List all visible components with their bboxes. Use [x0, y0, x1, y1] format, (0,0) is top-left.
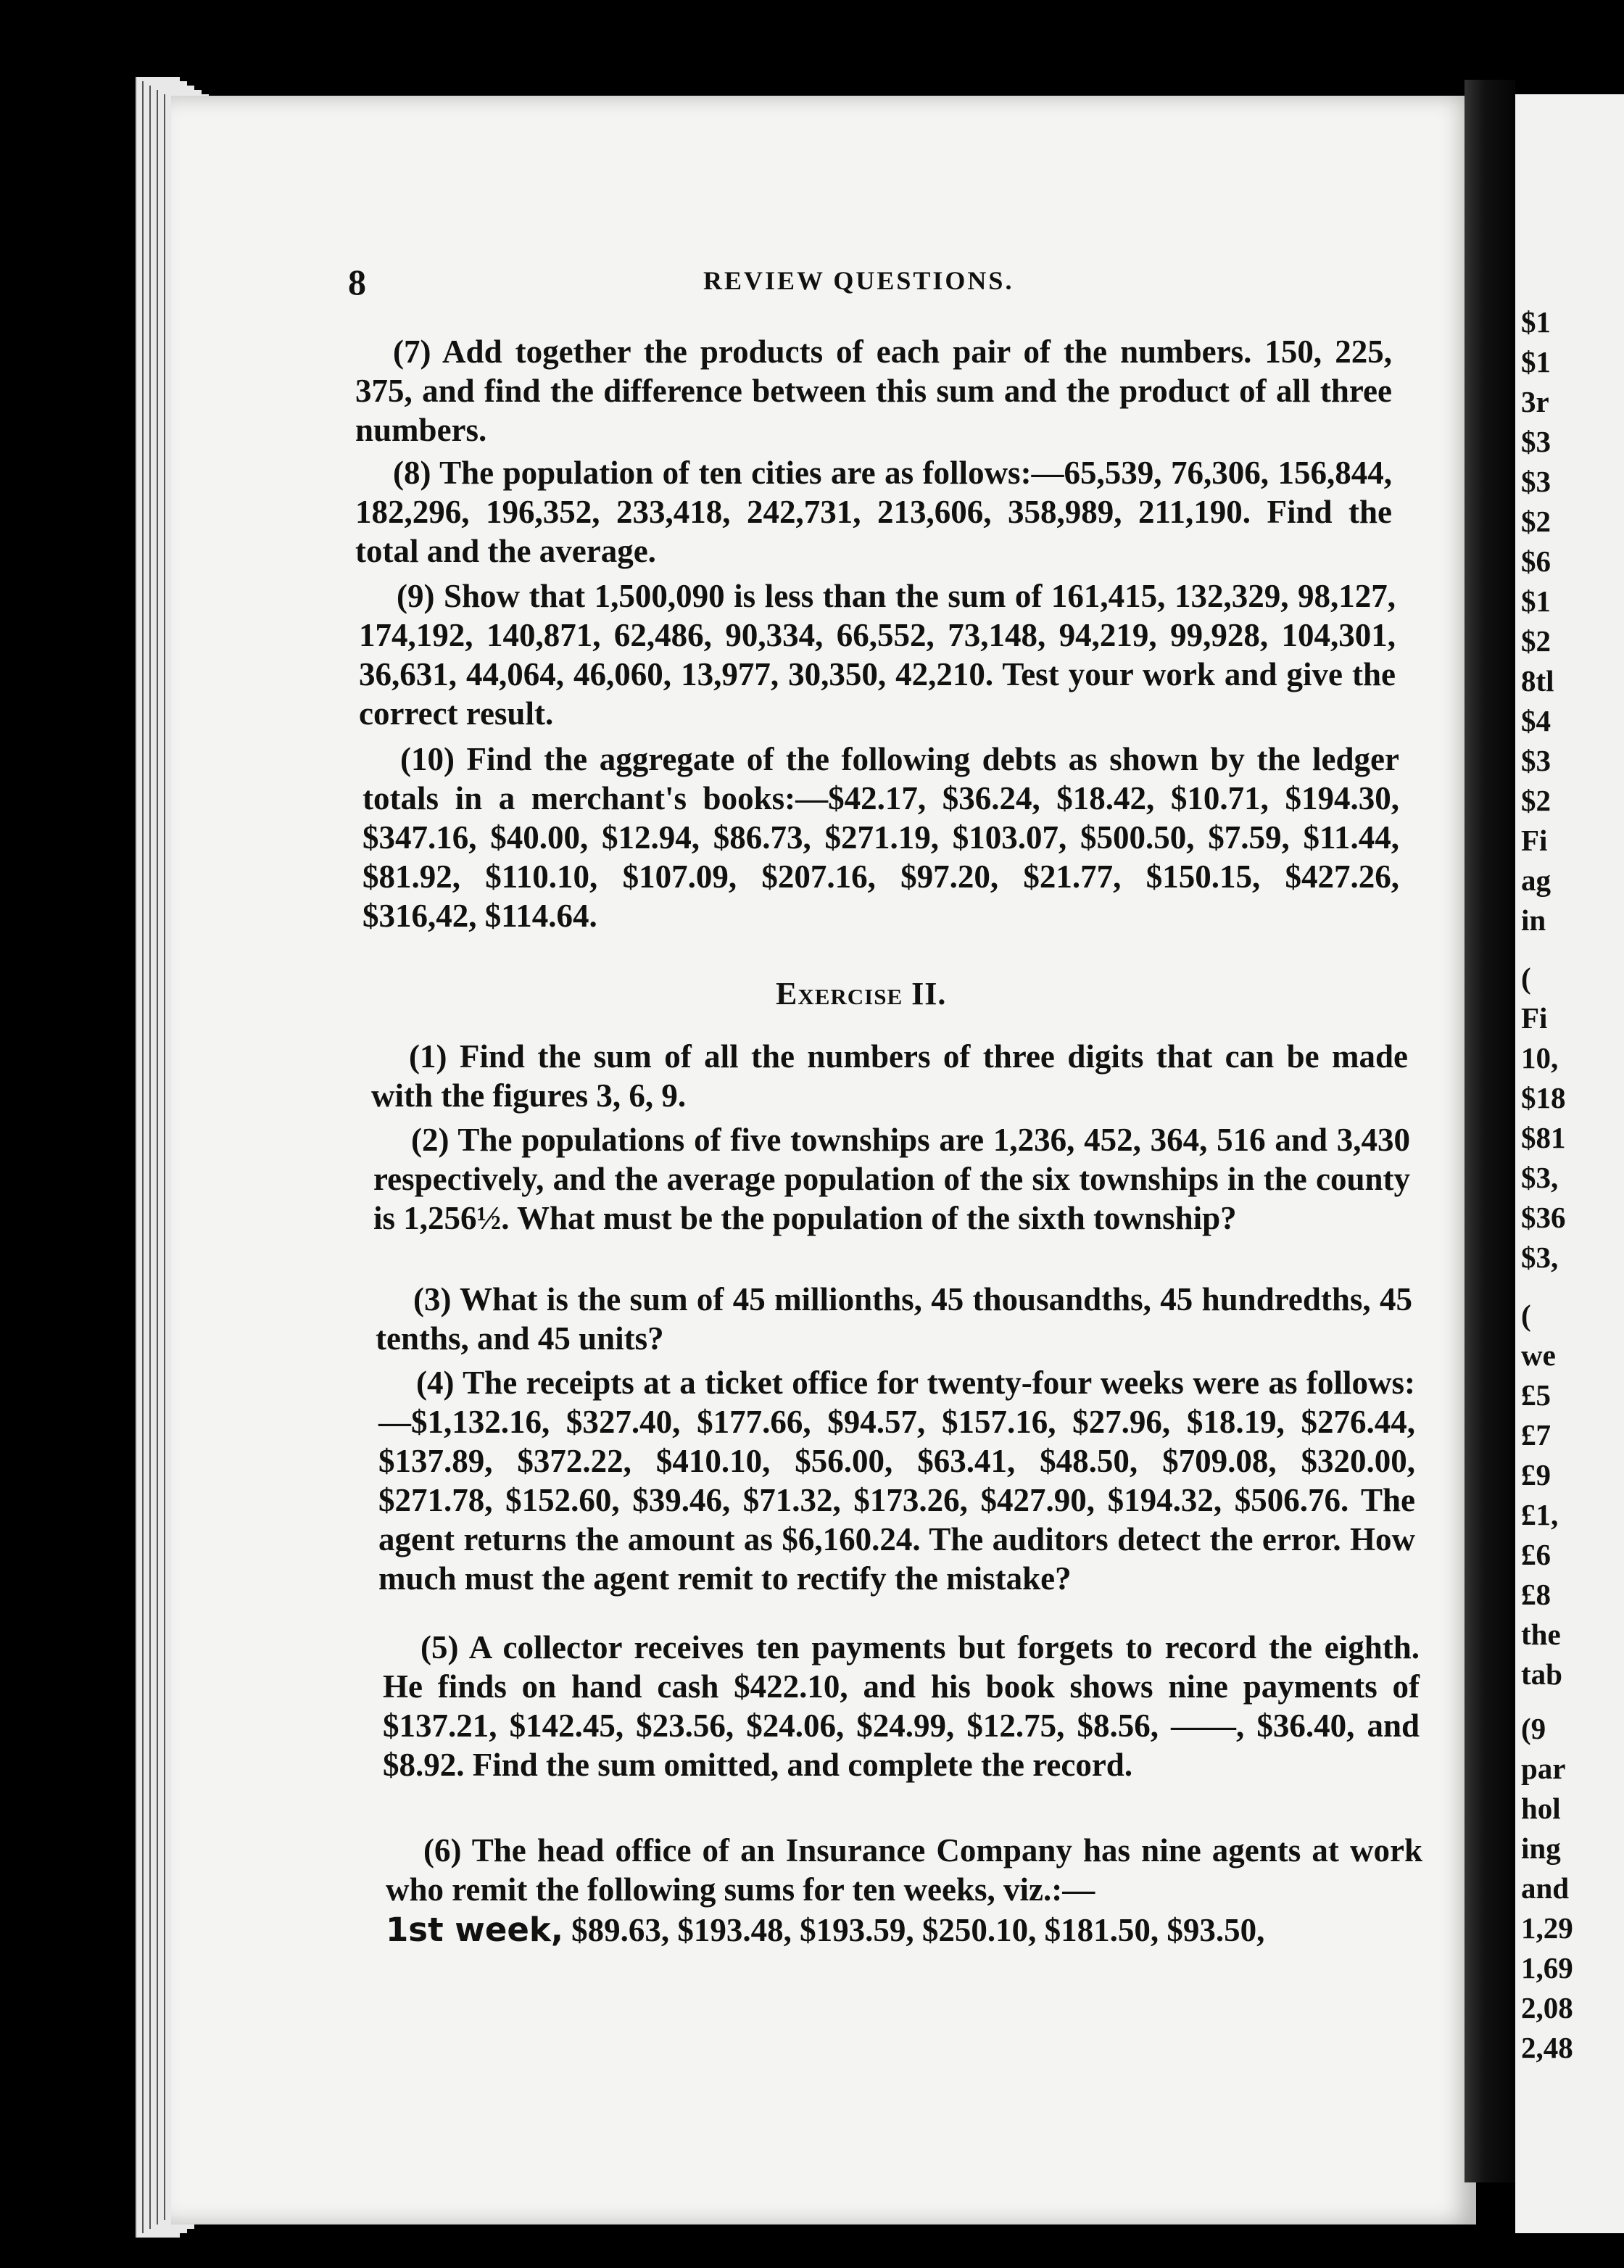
facing-page-fragment: 3r	[1521, 385, 1549, 418]
facing-page-fragment: $36	[1521, 1201, 1566, 1234]
facing-page-fragment: £5	[1521, 1378, 1551, 1412]
facing-page-fragment: hol	[1521, 1792, 1561, 1825]
facing-page-fragment: ag	[1521, 864, 1551, 897]
facing-page-fragment: $2	[1521, 784, 1551, 817]
facing-page	[1515, 94, 1624, 2233]
question-10: (10) Find the aggregate of the following debts as shown by the ledger totals in a merchant's books:—$42.17, $36.24, $18.42, $10.71, $194.30, $347.16, $40.00, $12.94, $86.73, $271.19, $103.07, $500.50, $7.59, $11.44, $81.92, $110.10, $107.09, $207.16, $97.20, $21.77, $150.15, $427.26, $316,42, $114.64.	[362, 741, 1399, 934]
facing-page-fragment: (9	[1521, 1712, 1546, 1745]
facing-page-fragment: $3	[1521, 744, 1551, 777]
exercise2-question-6: (6) The head office of an Insurance Company has nine agents at work who remit the following sums for ten weeks, viz.:—	[386, 1832, 1422, 1908]
week-values: $89.63, $193.48, $193.59, $250.10, $181.50, $93.50,	[571, 1912, 1265, 1948]
exercise2-question-3: (3) What is the sum of 45 millionths, 45 thousandths, 45 hundredths, 45 tenths, and 45 units?	[376, 1281, 1412, 1357]
facing-page-fragment: 10,	[1521, 1041, 1559, 1075]
facing-page-fragment: £7	[1521, 1418, 1551, 1452]
facing-page-fragment: $3,	[1521, 1161, 1559, 1194]
facing-page-fragment: ing	[1521, 1832, 1561, 1865]
facing-page-fragment: par	[1521, 1752, 1566, 1785]
facing-page-fragment: £9	[1521, 1458, 1551, 1491]
facing-page-fragment: we	[1521, 1338, 1556, 1372]
facing-page-fragment: 1,29	[1521, 1911, 1573, 1945]
facing-page-fragment: $2	[1521, 505, 1551, 538]
facing-page-fragment: 8tl	[1521, 664, 1554, 698]
facing-page-fragment: $6	[1521, 545, 1551, 578]
exercise2-question-2: (2) The populations of five townships are 1,236, 452, 364, 516 and 3,430 respectively, and the average population of the six townships in the county is 1,256½. What must be the population of the sixth township?	[373, 1122, 1410, 1236]
question-9: (9) Show that 1,500,090 is less than the sum of 161,415, 132,329, 98,127, 174,192, 140,871, 62,486, 90,334, 66,552, 73,148, 94,219, 99,928, 104,301, 36,631, 44,064, 46,060, 13,977, 30,350, 42,210. Test your work and give the correct result.	[359, 578, 1396, 732]
facing-page-fragment: $81	[1521, 1121, 1566, 1154]
week-label: 1st week,	[386, 1911, 563, 1949]
facing-page-fragment: 1,69	[1521, 1951, 1573, 1984]
facing-page-fragment: $2	[1521, 624, 1551, 658]
exercise2-question-5: (5) A collector receives ten payments but forgets to record the eighth. He finds on hand cash $422.10, and his book shows nine payments of $137.21, $142.45, $23.56, $24.06, $24.99, $12.75, $8.56, ——, $36.40, and $8.92. Find the sum omitted, and complete the record.	[383, 1629, 1420, 1783]
facing-page-fragment: £8	[1521, 1578, 1551, 1611]
facing-page-fragment: $4	[1521, 704, 1551, 737]
facing-page-fragment: (	[1521, 1299, 1531, 1332]
book-spine	[1464, 80, 1515, 2182]
facing-page-fragment: $3,	[1521, 1241, 1559, 1274]
facing-page-fragment: Fi	[1521, 824, 1548, 857]
facing-page-fragment: tab	[1521, 1657, 1562, 1691]
exercise2-question-1: (1) Find the sum of all the numbers of three digits that can be made with the figures 3, 6, 9.	[371, 1038, 1408, 1114]
facing-page-fragment: £6	[1521, 1538, 1551, 1571]
facing-page-fragment: Fi	[1521, 1001, 1548, 1035]
question-7: (7) Add together the products of each pair of the numbers. 150, 225, 375, and find the difference between this sum and the product of all three numbers.	[355, 334, 1392, 448]
facing-page-fragment: $3	[1521, 465, 1551, 498]
page-number: 8	[348, 262, 366, 302]
question-6-first-week	[386, 1911, 1422, 1950]
facing-page-fragment: $1	[1521, 345, 1551, 378]
exercise-title: Exercise II.	[776, 976, 947, 1011]
running-head: REVIEW QUESTIONS.	[703, 266, 1014, 295]
facing-page-fragment: the	[1521, 1618, 1561, 1651]
question-8: (8) The population of ten cities are as follows:—65,539, 76,306, 156,844, 182,296, 196,352, 233,418, 242,731, 213,606, 358,989, 211,190. Find the total and the average.	[355, 455, 1392, 569]
facing-page-fragment: in	[1521, 903, 1546, 937]
facing-page-fragment: 2,08	[1521, 1991, 1573, 2024]
facing-page-fragment: $3	[1521, 425, 1551, 458]
facing-page-fragment: and	[1521, 1871, 1570, 1905]
facing-page-fragment: (	[1521, 961, 1531, 995]
facing-page-fragment: £1,	[1521, 1498, 1559, 1531]
facing-page-fragment: $18	[1521, 1081, 1566, 1114]
facing-page-fragment: $1	[1521, 305, 1551, 339]
exercise2-question-4: (4) The receipts at a ticket office for twenty-four weeks were as follows:—$1,132.16, $327.40, $177.66, $94.57, $157.16, $27.96, $18.19, $276.44, $137.89, $372.22, $410.10, $56.00, $63.41, $48.50, $709.08, $320.00, $271.78, $152.60, $39.46, $71.32, $173.26, $427.90, $194.32, $506.76. The agent returns the amount as $6,160.24. The auditors detect the error. How much must the agent remit to rectify the mistake?	[378, 1365, 1415, 1597]
facing-page-fragment: 2,48	[1521, 2031, 1573, 2064]
facing-page-fragment: $1	[1521, 584, 1551, 618]
